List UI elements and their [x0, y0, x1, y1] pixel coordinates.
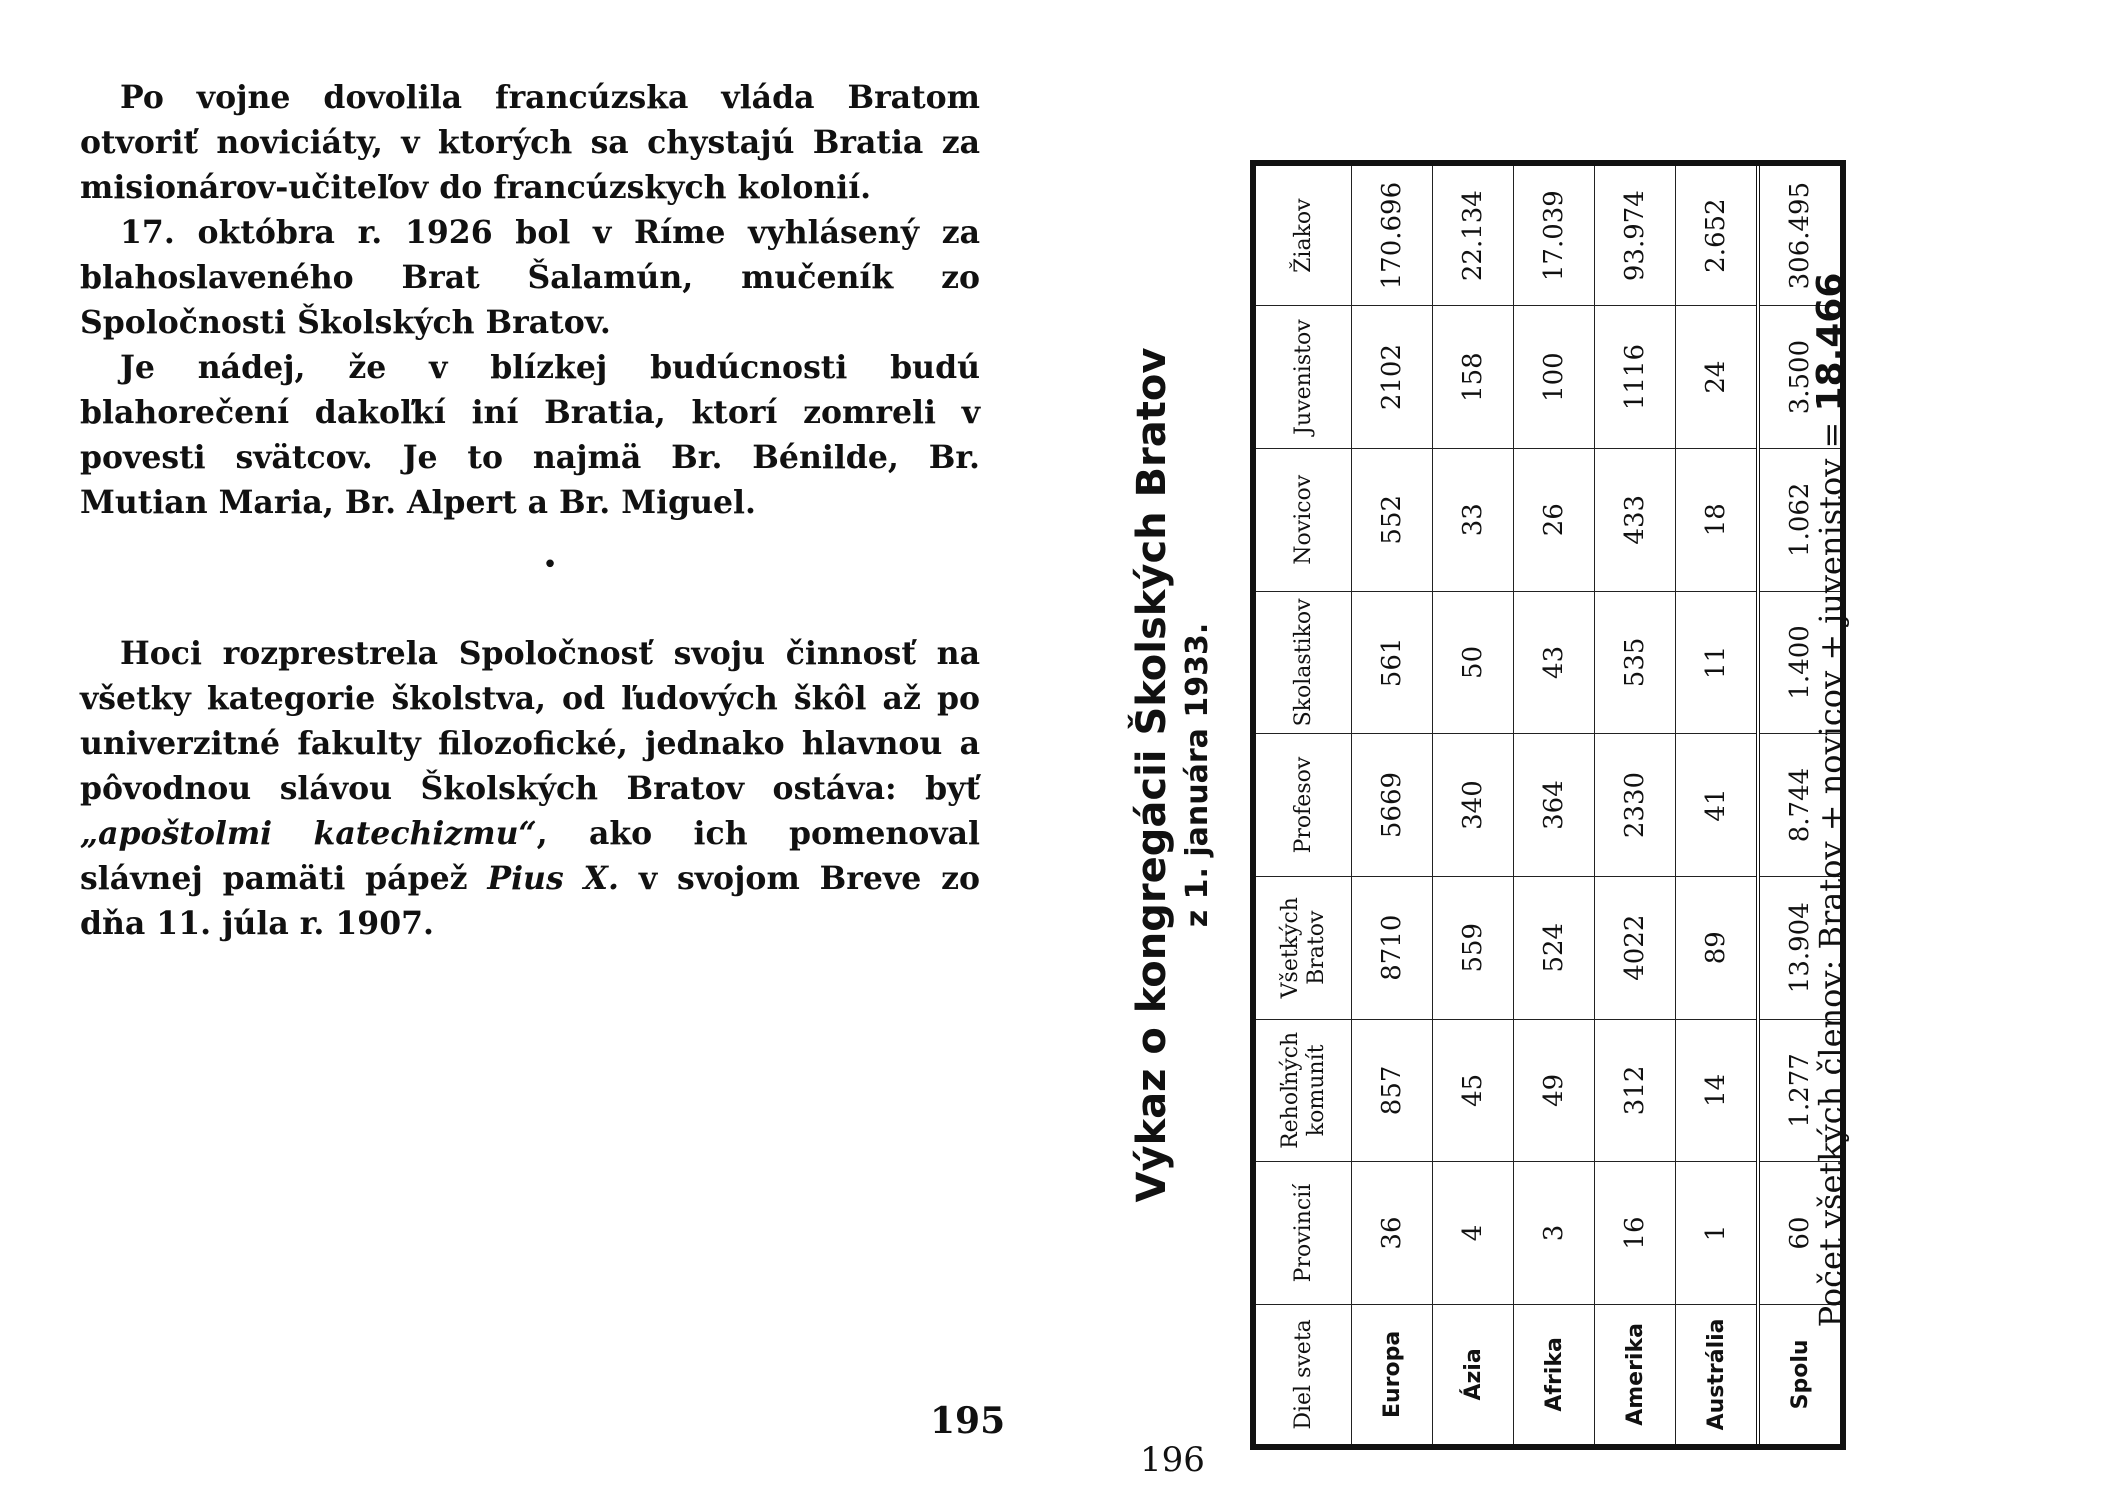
paragraph-4-part-1: Hoci rozprestrela Spoločnosť svoju činnosť na všetky kategorie školstva, od ľudových škôl až po univerzitné fakulty filozofické, jednako hlavnou a pôvodnou slávou Školských Bratov ostáva: byť — [80, 635, 980, 807]
region-cell: Europa — [1352, 1304, 1433, 1447]
table-cell: 50 — [1433, 591, 1514, 734]
table-title: Výkaz o kongregácii Školských Bratov — [1129, 347, 1175, 1203]
table-cell: 561 — [1352, 591, 1433, 734]
table-row — [1595, 163, 1676, 1447]
table-cell: 26 — [1514, 448, 1595, 591]
table-cell: 16 — [1595, 1162, 1676, 1305]
header-cell: Skolastikov — [1253, 591, 1352, 734]
table-cell: 535 — [1595, 591, 1676, 734]
table-cell: 364 — [1514, 734, 1595, 877]
header-cell: Juvenistov — [1253, 306, 1352, 449]
left-page — [80, 75, 980, 946]
table-cell: 36 — [1352, 1162, 1433, 1305]
table-cell: 5669 — [1352, 734, 1433, 877]
region-cell: Amerika — [1595, 1304, 1676, 1447]
table-cell: 8710 — [1352, 876, 1433, 1019]
paragraph-4-part-3: v svojom Breve zo dňa 11. júla r. 1907. — [80, 860, 980, 942]
members-summary — [1810, 150, 1851, 1450]
table-cell: 2102 — [1352, 306, 1433, 449]
table-subtitle: z 1. januára 1933. — [1180, 622, 1215, 928]
table-cell: 1.062 — [1758, 448, 1843, 591]
table-cell: 524 — [1514, 876, 1595, 1019]
table-cell: 89 — [1676, 876, 1759, 1019]
table-cell: 340 — [1433, 734, 1514, 877]
table-cell: 2330 — [1595, 734, 1676, 877]
table-cell: 100 — [1514, 306, 1595, 449]
paragraph-4-pope: Pius X. — [487, 860, 619, 897]
table-row — [1352, 163, 1433, 1447]
table-cell: 8.744 — [1758, 734, 1843, 877]
table-row — [1433, 163, 1514, 1447]
section-separator: • — [542, 550, 558, 580]
table-cell: 1.400 — [1758, 591, 1843, 734]
table-cell: 170.696 — [1352, 163, 1433, 306]
table-cell: 1116 — [1595, 306, 1676, 449]
table-cell: 17.039 — [1514, 163, 1595, 306]
page-number-left: 195 — [930, 1400, 1006, 1442]
header-cell: Novicov — [1253, 448, 1352, 591]
table-cell: 306.495 — [1758, 163, 1843, 306]
table-cell: 41 — [1676, 734, 1759, 877]
region-cell: Ázia — [1433, 1304, 1514, 1447]
table-cell: 49 — [1514, 1019, 1595, 1162]
table-cell: 312 — [1595, 1019, 1676, 1162]
table-cell: 2.652 — [1676, 163, 1759, 306]
table-cell: 4022 — [1595, 876, 1676, 1019]
paragraph-4-quote: „apoštolmi katechizmu“ — [80, 815, 537, 852]
table-cell: 3.500 — [1758, 306, 1843, 449]
table-cell: 552 — [1352, 448, 1433, 591]
total-label-cell: Spolu — [1758, 1304, 1843, 1447]
page-number-right: 196 — [1140, 1440, 1205, 1480]
table-cell: 22.134 — [1433, 163, 1514, 306]
paragraph-4-part-2: , ako ich pomenoval slávnej pamäti pápež — [80, 815, 980, 897]
header-cell: Provincií — [1253, 1162, 1352, 1305]
table-row — [1514, 163, 1595, 1447]
table-title-block — [1120, 100, 1240, 1450]
header-cell: Diel sveta — [1253, 1304, 1352, 1447]
table-row — [1676, 163, 1759, 1447]
table-cell: 45 — [1433, 1019, 1514, 1162]
header-cell: Rehoľných komunít — [1253, 1019, 1352, 1162]
table-cell: 43 — [1514, 591, 1595, 734]
table-cell: 4 — [1433, 1162, 1514, 1305]
table-cell: 1.277 — [1758, 1019, 1843, 1162]
table-cell: 14 — [1676, 1019, 1759, 1162]
header-cell: Žiakov — [1253, 163, 1352, 306]
table-cell: 857 — [1352, 1019, 1433, 1162]
table-cell: 1 — [1676, 1162, 1759, 1305]
table-cell: 3 — [1514, 1162, 1595, 1305]
header-cell: Profesov — [1253, 734, 1352, 877]
summary-total: 18.466 — [1810, 272, 1851, 412]
paragraph-2: 17. októbra r. 1926 bol v Ríme vyhlásený za blahoslaveného Brat Šalamún, mučeník zo Spoločnosti Školských Bratov. — [80, 214, 980, 341]
region-cell: Austrália — [1676, 1304, 1759, 1447]
rotated-table-area — [1120, 100, 2020, 1450]
table-cell: 11 — [1676, 591, 1759, 734]
table-cell: 60 — [1758, 1162, 1843, 1305]
table-cell: 158 — [1433, 306, 1514, 449]
summary-text: Počet všetkých členov: Bratov + novicov + juvenistov = — [1812, 411, 1850, 1328]
table-cell: 33 — [1433, 448, 1514, 591]
table-cell: 559 — [1433, 876, 1514, 1019]
paragraph-4 — [80, 631, 980, 946]
region-cell: Afrika — [1514, 1304, 1595, 1447]
table-cell: 433 — [1595, 448, 1676, 591]
paragraph-3: Je nádej, že v blízkej budúcnosti budú blahorečení dakoľkí iní Bratia, ktorí zomreli v povesti svätcov. Je to najmä Br. Bénilde, Br. Mutian Maria, Br. Alpert a Br. Miguel. — [80, 349, 980, 521]
table-cell: 13.904 — [1758, 876, 1843, 1019]
table-header-row — [1253, 163, 1352, 1447]
header-cell: Všetkých Bratov — [1253, 876, 1352, 1019]
paragraph-1: Po vojne dovolila francúzska vláda Bratom otvoriť noviciáty, v ktorých sa chystajú Bratia za misionárov-učiteľov do francúzskych kolonií. — [80, 79, 980, 206]
table-cell: 24 — [1676, 306, 1759, 449]
statistics-table — [1250, 160, 1846, 1450]
table-cell: 18 — [1676, 448, 1759, 591]
table-cell: 93.974 — [1595, 163, 1676, 306]
